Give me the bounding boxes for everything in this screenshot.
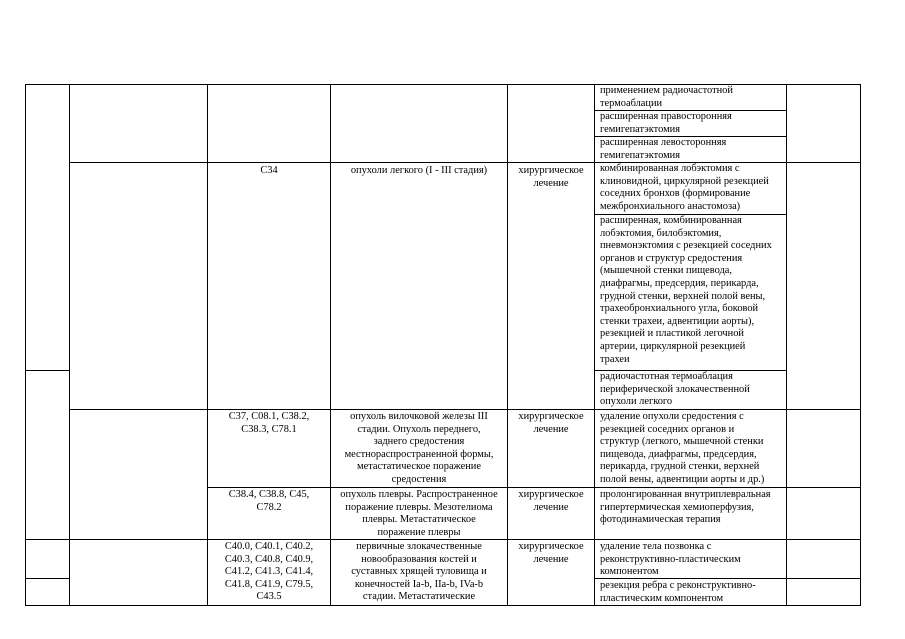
method-cell: расширенная правосторонняя гемигепатэктомия [600,111,732,135]
diagnosis-cell-c34: опухоли легкого (I - III стадия) [350,165,488,176]
method-cell: применением радиочастотной термоаблации [600,85,733,109]
diagnosis-cell-c40: первичные злокачественные новообразования костей и суставных хрящей туловища и конечностей Ia-b, IIa-b, IVa-b стадии. Метастатические [351,541,487,603]
row-line-c38 [207,487,861,488]
codes-cell-c37: C37, C08.1, C38.2, C38.3, C78.1 [228,411,310,435]
method-cell-c38: пролонгированная внутриплевральная гипертермическая хемиоперфузия, фотодинамическая терапия [600,489,771,526]
col-border-0 [25,84,26,606]
treatment-cell-c37: хирургическое лечение [518,411,584,435]
row-line-c37 [69,409,861,410]
diagnosis-cell-c38: опухоль плевры. Распространенное поражение плевры. Мезотелиома плевры. Метастатическое поражение плевры [340,489,498,538]
treatment-cell-c38: хирургическое лечение [518,489,584,513]
treatment-cell-c40: хирургическое лечение [518,541,584,565]
table-bottom-border [25,605,861,606]
row-line-c40-sub1 [25,578,70,579]
method-cell: расширенная, комбинированная лобэктомия, билобэктомия, пневмонэктомия с резекцией соседних органов и структур средостения (мышечной стенки пищевода, диафрагмы, предсердия, перикарда, грудной стенки, верхней полой вены, трахеобронхиального угла, боковой стенки трахеи, адвентиции аорты), резекцией и пластикой легочной артерии, циркулярной резекцией трахеи [600,215,772,365]
method-cell: расширенная левосторонняя гемигепатэктомия [600,137,727,161]
row-line-col1 [25,370,70,371]
treatment-cell-c34: хирургическое лечение [518,165,584,189]
codes-cell-c38: C38.4, C38.8, C45, C78.2 [228,489,310,513]
method-cell: радиочастотная термоаблация периферической злокачественной опухоли легкого [600,371,750,408]
codes-cell-c34: C34 [260,165,278,176]
method-cell-c40-2: резекция ребра с реконструктивно- пластическим компонентом [600,580,756,604]
method-cell: комбинированная лобэктомия с клиновидной, циркулярной резекцией соседних бронхов (формирование межбронхиального анастомоза) [600,163,769,212]
codes-cell-c40: C40.0, C40.1, C40.2, C40.3, C40.8, C40.9, C41.2, C41.3, C41.4, C41.8, C41.9, C79.5, C43.5 [224,541,314,603]
method-cell-c40-1: удаление тела позвонка с реконструктивно-пластическим компонентом [600,541,741,578]
diagnosis-cell-c37: опухоль вилочковой железы III стадии. Опухоль переднего, заднего средостения местнораспространенной формы, метастатическое поражение средостения [344,411,494,485]
method-cell-c37: удаление опухоли средостения с резекцией соседних органов и структур (легкого, мышечной стенки пищевода, диафрагмы, предсердия, перикарда, грудной стенки, верхней полой вены, адвентиции аорты и др.) [600,411,765,485]
